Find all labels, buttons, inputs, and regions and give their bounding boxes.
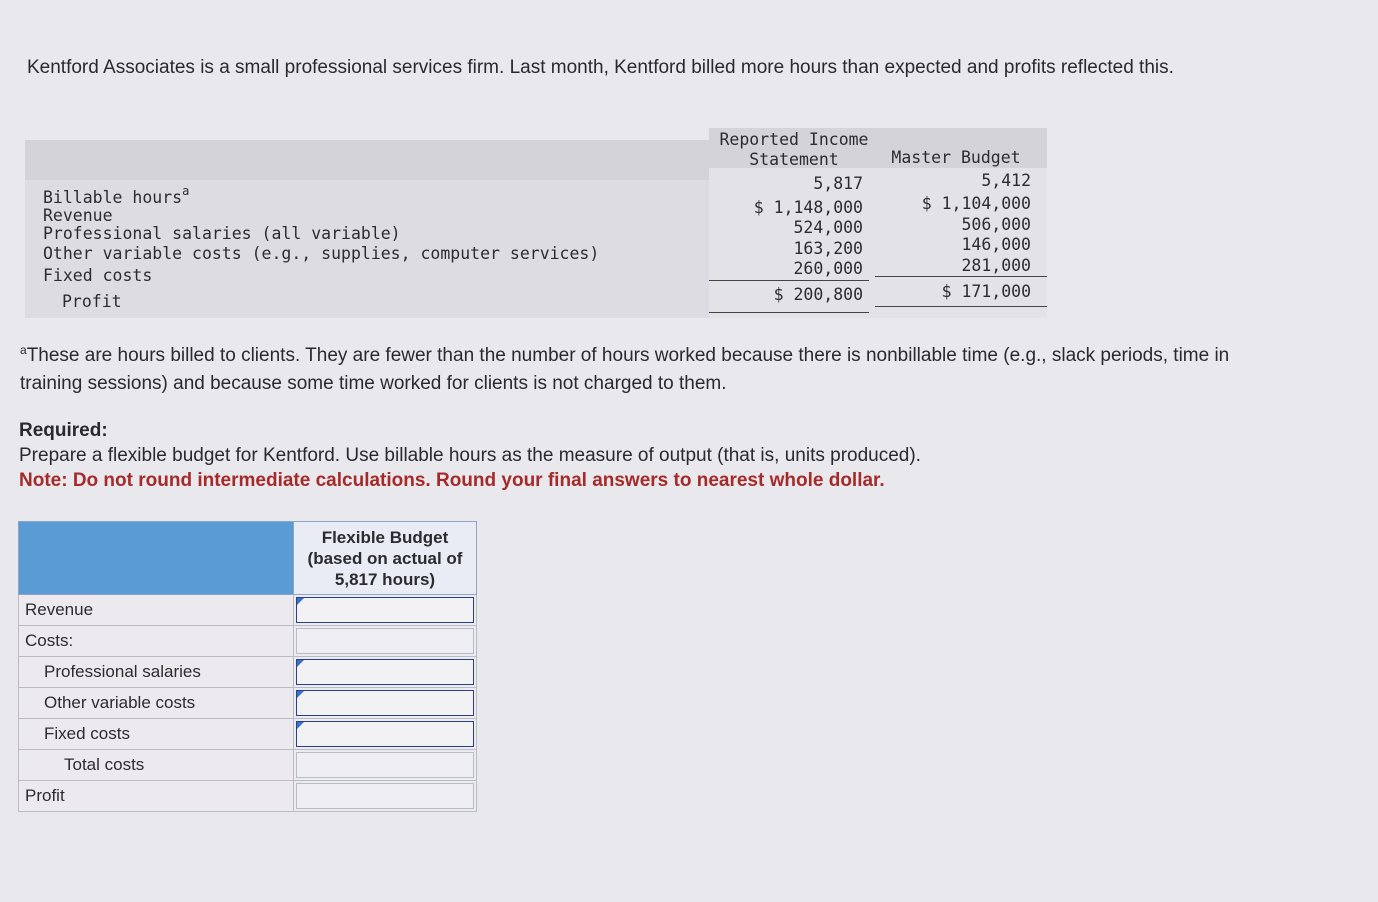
master-profit: $ 171,000 bbox=[941, 282, 1031, 301]
required-title: Required: bbox=[19, 420, 108, 441]
profit-cell bbox=[296, 783, 474, 809]
row-label-professional-salaries: Professional salaries (all variable) bbox=[43, 224, 401, 243]
master-total-rule bbox=[875, 306, 1047, 307]
answer-label-other-variable-costs: Other variable costs bbox=[19, 688, 294, 719]
answer-cell-total-costs bbox=[294, 750, 477, 781]
other-variable-costs-input[interactable] bbox=[296, 690, 474, 716]
row-label-profit: Profit bbox=[62, 292, 122, 311]
flexible-budget-table bbox=[18, 521, 477, 812]
master-subtotal-rule bbox=[875, 276, 1047, 277]
row-label-fixed-costs: Fixed costs bbox=[43, 266, 153, 285]
flexible-budget-header: Flexible Budget (based on actual of 5,817 hours) bbox=[294, 522, 477, 595]
master-billable-hours: 5,412 bbox=[981, 171, 1031, 190]
answer-label-revenue: Revenue bbox=[19, 595, 294, 626]
answer-cell-costs bbox=[294, 626, 477, 657]
answer-label-costs: Costs: bbox=[19, 626, 294, 657]
required-section bbox=[19, 418, 1279, 493]
footnote-text: These are hours billed to clients. They are fewer than the number of hours worked because there is nonbillable time (e.g., slack periods, time in training sessions) and because some time worked for clients is not charged to them. bbox=[20, 345, 1230, 394]
total-costs-cell bbox=[296, 752, 474, 778]
reported-profit: $ 200,800 bbox=[773, 285, 863, 304]
answer-cell-revenue bbox=[294, 595, 477, 626]
answer-label-professional-salaries: Professional salaries bbox=[19, 657, 294, 688]
reported-subtotal-rule bbox=[709, 280, 869, 281]
reported-revenue: $ 1,148,000 bbox=[753, 198, 863, 217]
master-column-header: Master Budget bbox=[891, 148, 1021, 167]
income-statement-table bbox=[25, 128, 1047, 318]
row-label-billable-hours: Billable hours$^a$ bbox=[43, 184, 190, 207]
fixed-costs-input[interactable] bbox=[296, 721, 474, 747]
costs-blank-cell bbox=[296, 628, 474, 654]
reported-column-header bbox=[709, 130, 879, 170]
master-professional-salaries: 506,000 bbox=[961, 215, 1031, 234]
answer-cell-fixed-costs bbox=[294, 719, 477, 750]
reported-fixed-costs: 260,000 bbox=[793, 259, 863, 278]
footnote-mark: a bbox=[20, 343, 27, 357]
master-revenue: $ 1,104,000 bbox=[921, 194, 1031, 213]
footnote bbox=[20, 336, 1280, 398]
reported-other-variable-costs: 163,200 bbox=[793, 239, 863, 258]
rounding-note: Note: Do not round intermediate calculations. Round your final answers to nearest whole dollar. bbox=[19, 470, 885, 491]
row-label-revenue: Revenue bbox=[43, 206, 113, 225]
row-label-other-variable-costs: Other variable costs (e.g., supplies, computer services) bbox=[43, 244, 600, 263]
answer-header-blank bbox=[19, 522, 294, 595]
answer-label-total-costs: Total costs bbox=[19, 750, 294, 781]
required-instruction: Prepare a flexible budget for Kentford. Use billable hours as the measure of output (that is, units produced). bbox=[19, 445, 921, 466]
reported-professional-salaries: 524,000 bbox=[793, 218, 863, 237]
answer-label-fixed-costs: Fixed costs bbox=[19, 719, 294, 750]
professional-salaries-input[interactable] bbox=[296, 659, 474, 685]
answer-cell-profit bbox=[294, 781, 477, 812]
reported-billable-hours: 5,817 bbox=[813, 174, 863, 193]
footnote-marker: a bbox=[182, 184, 190, 198]
master-other-variable-costs: 146,000 bbox=[961, 235, 1031, 254]
answer-label-profit: Profit bbox=[19, 781, 294, 812]
reported-total-rule bbox=[709, 312, 869, 313]
reported-header-line1: Reported Income bbox=[719, 130, 869, 149]
reported-header-line2: Statement bbox=[749, 150, 839, 169]
answer-cell-professional-salaries bbox=[294, 657, 477, 688]
statement-header-bar bbox=[25, 140, 709, 180]
master-fixed-costs: 281,000 bbox=[961, 256, 1031, 275]
answer-cell-other-variable-costs bbox=[294, 688, 477, 719]
revenue-input[interactable] bbox=[296, 597, 474, 623]
intro-paragraph: Kentford Associates is a small professional services firm. Last month, Kentford billed more hours than expected and profits reflected this. bbox=[27, 57, 1174, 78]
